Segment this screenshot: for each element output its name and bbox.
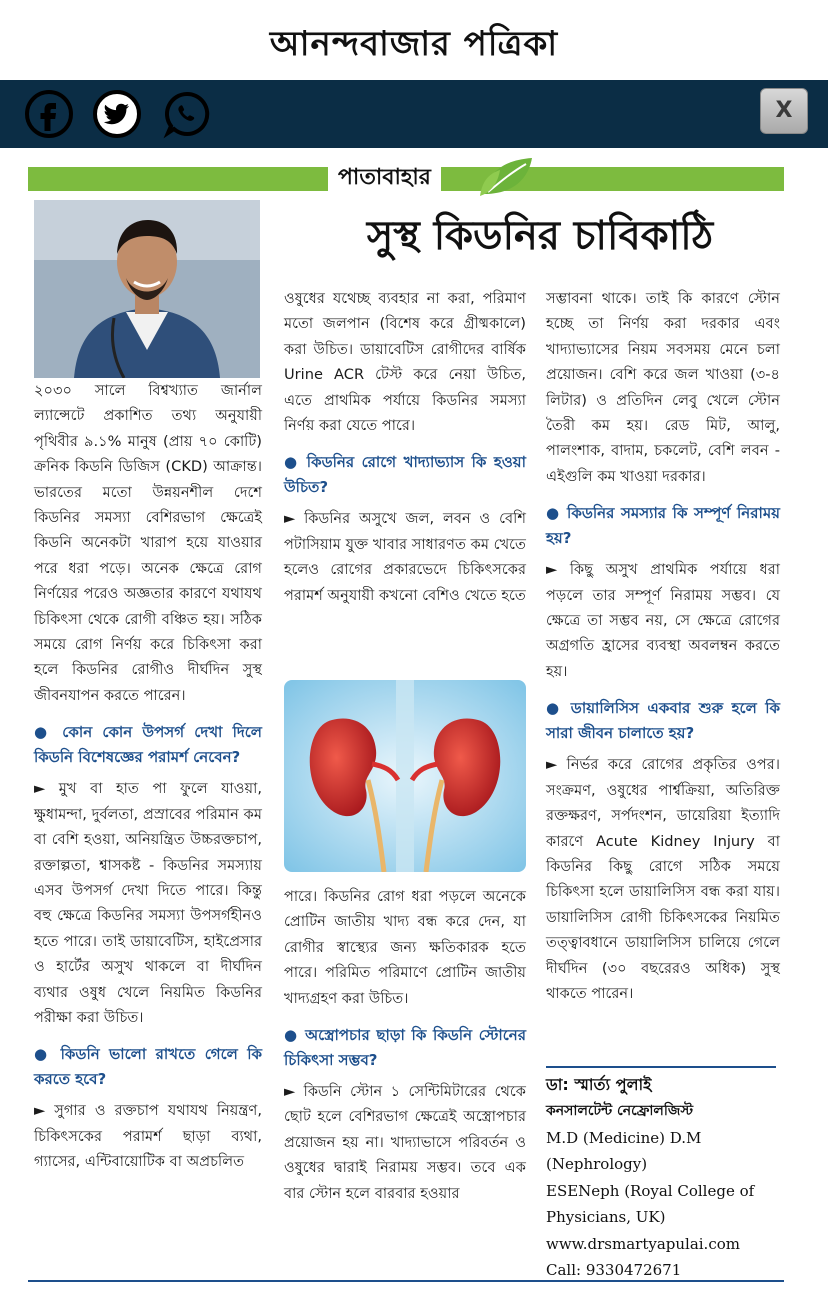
bottom-divider	[28, 1280, 784, 1282]
answer-paragraph: সম্ভাবনা থাকে। তাই কি কারণে স্টোন হচ্ছে তা নির্ণয় করা দরকার এবং খাদ্যাভ্যাসের নিয়ম সবসময় মেনে চলা প্রয়োজন। বেশি করে জল খাওয়া (৩-৪ লিটার) ও প্রতিদিন লেবু খেলে স্টোন তৈরী কম হয়। রেড মিট, আলু, পালংশাক, বাদাম, চকলেট, বেশি লবন - এইগুলি কম খাওয়া দরকার।	[546, 290, 780, 485]
answer-paragraph: ► কিডনির অসুখে জল, লবন ও বেশি পটাসিয়াম যুক্ত খাবার সাধারণত কম খেতে হলেও রোগের প্রকারভেদে চিকিৎসকের পরামর্শ অনুযায়ী কখনো বেশিও খেতে হতে	[284, 510, 526, 604]
signature-divider	[546, 1066, 776, 1068]
facebook-icon[interactable]	[24, 89, 74, 139]
close-button[interactable]: X	[760, 88, 808, 134]
article-column-1	[34, 378, 262, 1187]
twitter-icon[interactable]	[92, 89, 142, 139]
article-headline: সুস্থ কিডনির চাবিকাঠি	[366, 213, 714, 259]
question-heading: ● কোন কোন উপসর্গ দেখা দিলে কিডনি বিশেষজ্ঞের পরামর্শ নেবেন?	[34, 723, 262, 767]
answer-paragraph: ► নির্ভর করে রোগের প্রকৃতির ওপর। সংক্রমণ, ওষুধের পার্শ্বক্রিয়া, অতিরিক্ত রক্তক্ষরণ, সর্পদংশন, ডায়েরিয়া ইত্যাদি কারণে Acute Kidney Injury বা কিডনির কিছু রোগে সঠিক সময়ে চিকিৎসা হলে ডায়ালিসিস বন্ধ করা যায়। ডায়ালিসিস রোগী চিকিৎসকের নিয়মিত তত্ত্বাবধানে ডায়ালিসিস চালিয়ে গেলে দীর্ঘদিন (৩০ বছরেরও অধিক) সুস্থ থাকতে পারেন।	[546, 756, 780, 1002]
article-intro: ২০৩০ সালে বিশ্বখ্যাত জার্নাল ল্যান্সেটে প্রকাশিত তথ্য অনুযায়ী পৃথিবীর ৯.১% মানুষ (প্রায় ৭০ কোটি) ক্রনিক কিডনি ডিজিস (CKD) আক্রান্ত। ভারতের মতো উন্নয়নশীল দেশে কিডনির সমস্যা বেশিরভাগ ক্ষেত্রেই কিডনি অনেকটা খারাপ হয়ে যাওয়ার পরে ধরা পড়ে। অনেক ক্ষেত্রে রোগ নির্ণয়ের পরেও অজ্ঞতার কারণে যথাযথ চিকিৎসা থেকে রোগী বঞ্চিত হয়। সঠিক সময়ে রোগ নির্ণয় করে চিকিৎসা করা হলে কিডনির রোগীও দীর্ঘদিন সুস্থ জীবনযাপন করতে পারেন।	[34, 382, 262, 704]
kidney-illustration	[284, 680, 526, 872]
answer-paragraph: ► কিছু অসুখ প্রাথমিক পর্যায়ে ধরা পড়লে তার সম্পূর্ণ নিরাময় সম্ভব। যে ক্ষেত্রে তা সম্ভব নয়, সে ক্ষেত্রে রোগের অগ্রগতি হ্রাসের ব্যবস্থা অবলম্বন করতে হয়।	[546, 561, 780, 680]
author-website: www.drsmartyapulai.com	[546, 1234, 740, 1253]
section-name: পাতাবাহার	[328, 158, 441, 198]
question-heading: ● কিডনি ভালো রাখতে গেলে কি করতে হবে?	[34, 1045, 262, 1089]
answer-paragraph: পারে। কিডনির রোগ ধরা পড়লে অনেকে প্রোটিন জাতীয় খাদ্য বন্ধ করে দেন, যা রোগীর স্বাস্থ্যের জন্য ক্ষতিকারক হতে পারে। পরিমিত পরিমাণে প্রোটিন জাতীয় খাদ্যগ্রহণ করা উচিত।	[284, 888, 526, 1007]
question-heading: ● ডায়ালিসিস একবার শুরু হলে কি সারা জীবন চালাতে হয়?	[546, 699, 780, 743]
masthead	[0, 0, 828, 80]
author-name: ডা: স্মার্ত্য পুলাই	[546, 1075, 652, 1094]
article-column-2-lower	[284, 884, 526, 1218]
whatsapp-icon[interactable]	[162, 89, 212, 139]
article-column-3	[546, 286, 780, 1018]
leaf-icon	[478, 152, 538, 198]
author-role: কনসালটেন্ট নেফ্রোলজিস্ট	[546, 1103, 694, 1119]
question-heading: ● অস্ত্রোপচার ছাড়া কি কিডনি স্টোনের চিকিৎসা সম্ভব?	[284, 1026, 526, 1070]
author-degree: M.D (Medicine) D.M	[546, 1128, 702, 1147]
answer-paragraph: ► সুগার ও রক্তচাপ যথাযথ নিয়ন্ত্রণ, চিকিৎসকের পরামর্শ ছাড়া ব্যথা, গ্যাসের, এন্টিবায়োটিক বা অপ্রচলিত	[34, 1102, 262, 1171]
share-bar	[0, 80, 828, 148]
answer-paragraph: ► মুখ বা হাত পা ফুলে যাওয়া, ক্ষুধামন্দা, দুর্বলতা, প্রস্রাবের পরিমান কম বা বেশি হওয়া, অনিয়ন্ত্রিত উচ্চরক্তচাপ, রক্তাল্পতা, শ্বাসকষ্ট - কিডনির সমস্যায় এসব উপসর্গ দেখা দিতে পারে। কিন্তু বহু ক্ষেত্রে কিডনির সমস্যা উপসর্গহীনও হতে পারে। তাই ডায়াবেটিস, হাইপ্রেসার ও হার্টের অসুখ থাকলে বা দীর্ঘদিন ব্যথার ওষুধ খেলে নিয়মিত কিডনির পরীক্ষা করা উচিত।	[34, 780, 262, 1026]
newspaper-logo: আনন্দবাজার পত্রিকা	[269, 24, 559, 64]
author-photo	[34, 200, 260, 378]
author-degree: ESENeph (Royal College of	[546, 1181, 755, 1200]
author-phone: Call: 9330472671	[546, 1261, 682, 1279]
author-signature	[546, 1072, 780, 1284]
answer-paragraph: ► কিডনি স্টোন ১ সেন্টিমিটারের থেকে ছোট হলে বেশিরভাগ ক্ষেত্রেই অস্ত্রোপচার প্রয়োজন হয় না। খাদ্যাভাসে পরিবর্তন ও ওষুধের দ্বারাই নিরাময় সম্ভব। তবে এক বার স্টোন হলে বারবার হওয়ার	[284, 1083, 526, 1202]
author-degree: (Nephrology)	[546, 1155, 648, 1173]
article-column-2	[284, 286, 526, 620]
answer-paragraph: ওষুধের যথেচ্ছ ব্যবহার না করা, পরিমাণ মতো জলপান (বিশেষ করে গ্রীষ্মকালে) করা উচিত। ডায়াবেটিস রোগীদের বার্ষিক Urine ACR টেস্ট করে নেয়া উচিত, এতে প্রাথমিক পর্যায়ে কিডনির সমস্যা নির্ণয় করা যেতে পারে।	[284, 290, 526, 435]
question-heading: ● কিডনির সমস্যার কি সম্পূর্ণ নিরাময় হয়?	[546, 504, 780, 548]
question-heading: ● কিডনির রোগে খাদ্যাভ্যাস কি হওয়া উচিত?	[284, 453, 526, 497]
author-degree: Physicians, UK)	[546, 1208, 666, 1226]
